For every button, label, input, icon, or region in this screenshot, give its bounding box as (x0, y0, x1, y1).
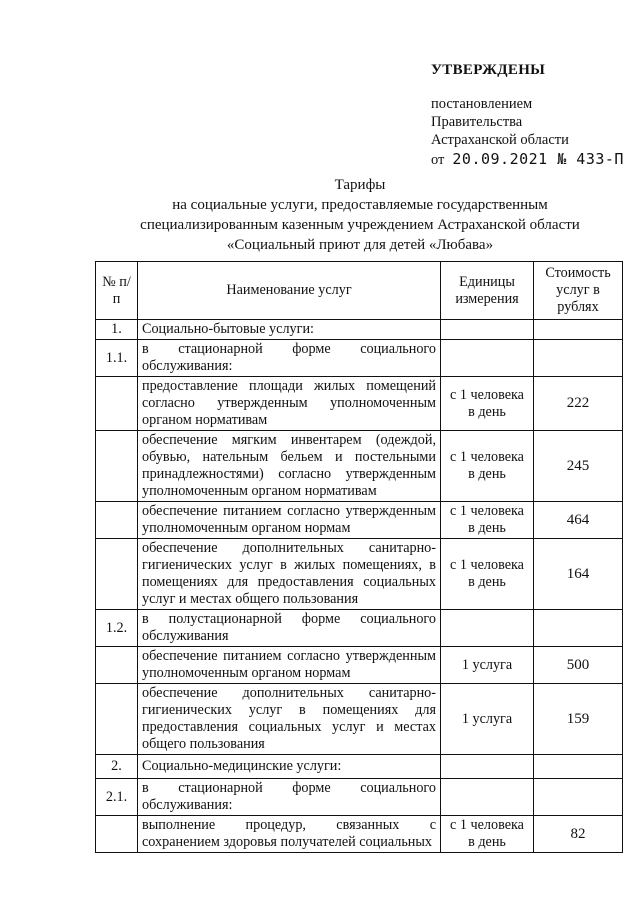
approval-heading: УТВЕРЖДЕНЫ (431, 62, 546, 78)
document-title (100, 175, 620, 255)
approval-block (431, 62, 631, 169)
approval-date-line (431, 150, 631, 169)
row-unit (441, 755, 534, 779)
table-row (96, 502, 623, 539)
approval-line-region: Астраханской области (431, 132, 569, 148)
row-unit (441, 320, 534, 340)
approval-date-number: 20.09.2021 № 433-П (452, 150, 624, 168)
row-cost: 500 (534, 647, 623, 684)
row-unit (441, 779, 534, 816)
row-cost (534, 340, 623, 377)
row-cost (534, 610, 623, 647)
row-unit: 1 услуга (441, 647, 534, 684)
table-header-row (96, 262, 623, 320)
row-num (96, 539, 138, 610)
approval-line-government: Правительства (431, 114, 523, 130)
header-num: № п/п (96, 262, 138, 320)
row-name: Социально-медицинские услуги: (138, 755, 441, 779)
row-num: 1. (96, 320, 138, 340)
row-name: обеспечение питанием согласно утвержденным уполномоченным органом нормам (138, 647, 441, 684)
table-row (96, 779, 623, 816)
row-name: в полустационарной форме социального обслуживания (138, 610, 441, 647)
row-unit: с 1 человека в день (441, 377, 534, 431)
approval-line-resolution: постановлением (431, 96, 533, 112)
row-name: обеспечение дополнительных санитарно-гигиенических услуг в жилых помещениях, в помещениях для предоставления социальных услуг и местах общего пользования (138, 539, 441, 610)
row-num (96, 684, 138, 755)
row-cost (534, 755, 623, 779)
title-line-3: специализированным казенным учреждением Астраханской области (140, 217, 580, 233)
row-cost: 159 (534, 684, 623, 755)
title-line-2: на социальные услуги, предоставляемые государственным (172, 197, 548, 213)
row-name: выполнение процедур, связанных с сохранением здоровья получателей социальных (138, 816, 441, 853)
row-cost: 82 (534, 816, 623, 853)
row-num (96, 431, 138, 502)
row-num: 2. (96, 755, 138, 779)
title-line-1: Тарифы (334, 177, 386, 193)
row-name: обеспечение дополнительных санитарно-гигиенических услуг в помещениях для предоставления социальных услуг и местах общего пользования (138, 684, 441, 755)
row-unit: с 1 человека в день (441, 502, 534, 539)
row-num: 1.1. (96, 340, 138, 377)
table-row (96, 431, 623, 502)
row-num: 1.2. (96, 610, 138, 647)
row-num (96, 816, 138, 853)
table-row (96, 320, 623, 340)
row-name: обеспечение питанием согласно утвержденным уполномоченным органом нормам (138, 502, 441, 539)
tariffs-table (95, 261, 623, 853)
row-unit (441, 340, 534, 377)
row-cost: 464 (534, 502, 623, 539)
row-cost: 222 (534, 377, 623, 431)
row-name: предоставление площади жилых помещений согласно утвержденным уполномоченным органом нормативам (138, 377, 441, 431)
table-row (96, 610, 623, 647)
row-name: в стационарной форме социального обслуживания: (138, 779, 441, 816)
row-num: 2.1. (96, 779, 138, 816)
header-cost: Стоимость услуг в рублях (534, 262, 623, 320)
table-row (96, 377, 623, 431)
row-cost (534, 779, 623, 816)
row-name: обеспечение мягким инвентарем (одеждой, обувью, нательным бельем и постельными принадлежностями) согласно утвержденным уполномоченным органом нормативам (138, 431, 441, 502)
row-unit: с 1 человека в день (441, 539, 534, 610)
header-unit: Единицы измерения (441, 262, 534, 320)
title-line-4: «Социальный приют для детей «Любава» (226, 237, 494, 253)
row-unit (441, 610, 534, 647)
row-num (96, 377, 138, 431)
header-name: Наименование услуг (138, 262, 441, 320)
table-row (96, 684, 623, 755)
row-num (96, 647, 138, 684)
table-row (96, 647, 623, 684)
table-row (96, 816, 623, 853)
row-unit: с 1 человека в день (441, 816, 534, 853)
approval-date-prefix: от (431, 152, 445, 168)
row-unit: 1 услуга (441, 684, 534, 755)
row-name: в стационарной форме социального обслуживания: (138, 340, 441, 377)
row-cost: 245 (534, 431, 623, 502)
row-num (96, 502, 138, 539)
row-unit: с 1 человека в день (441, 431, 534, 502)
table-row (96, 539, 623, 610)
row-name: Социально-бытовые услуги: (138, 320, 441, 340)
table-row (96, 755, 623, 779)
table-row (96, 340, 623, 377)
row-cost: 164 (534, 539, 623, 610)
row-cost (534, 320, 623, 340)
